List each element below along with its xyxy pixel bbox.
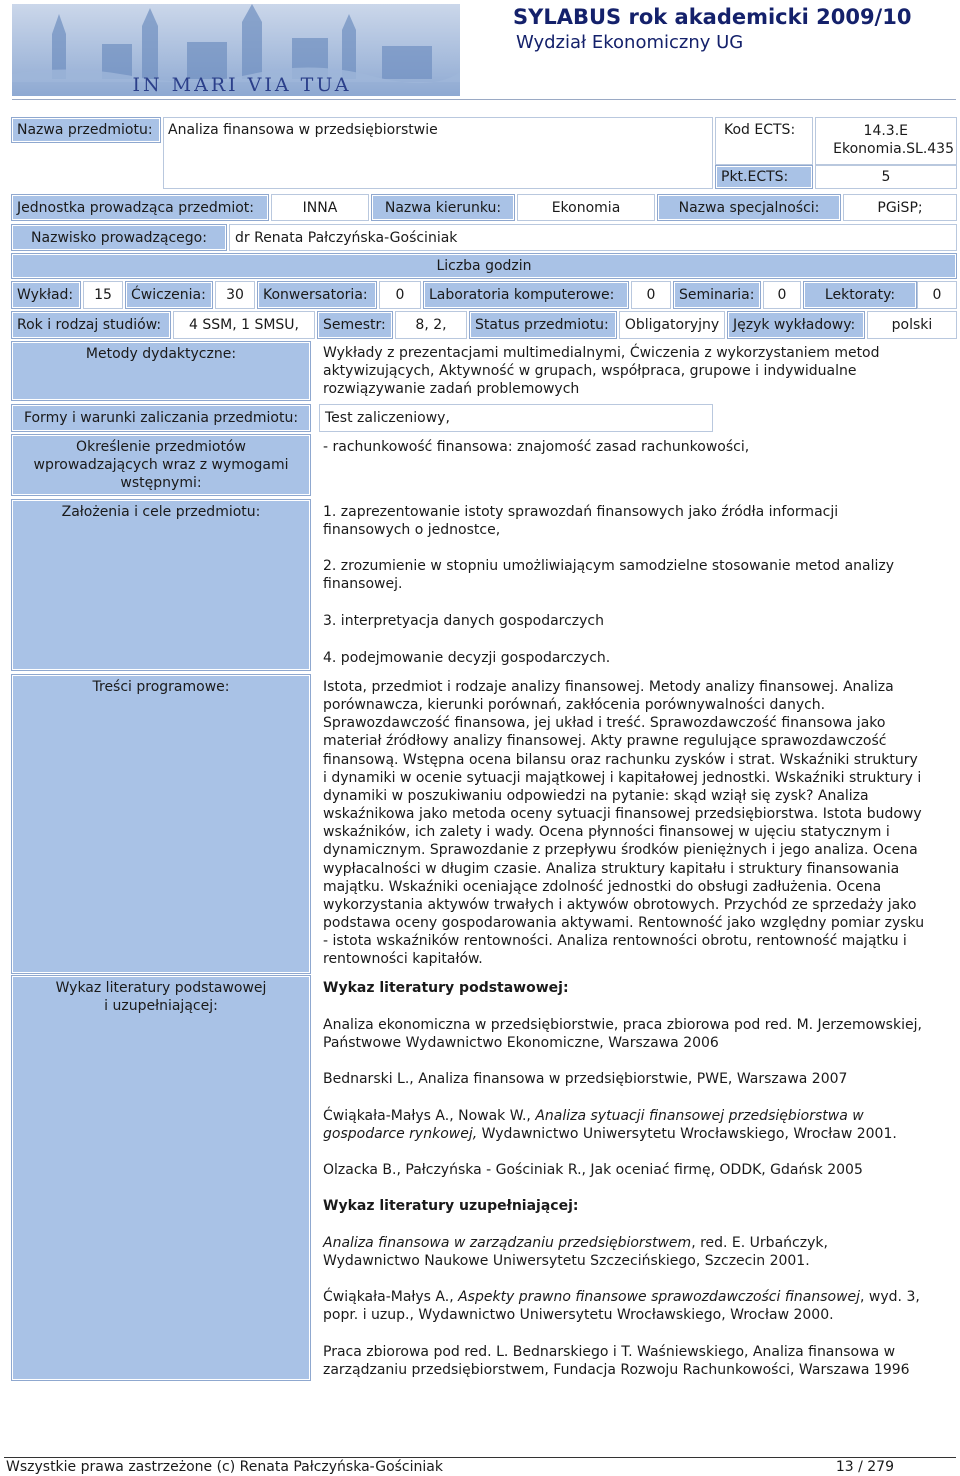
basic-literature-item: Olzacka B., Pałczyńska - Gościniak R., Jak oceniać firmę, ODDK, Gdańsk 2005 [323,1162,863,1178]
lab-hours-value: 0 [632,282,670,308]
basic-literature-heading: Wykaz literatury podstawowej: [323,980,569,996]
subject-name-label: Nazwa przedmiotu: [12,118,160,142]
content-line: dynamiki w poszukiwaniu odpowiedzi na pytanie: skąd wziął się zysk? Analiza [323,788,869,804]
ects-points-label: Pkt.ECTS: [716,166,812,188]
content-line: i dynamiki w ocenie sytuacji majątkowej i kapitałowej jednostki. Wskaźniki struktury i [323,770,922,786]
footer-page-number: 13 / 279 [835,1459,894,1475]
basic-literature-item: Bednarski L., Analiza finansowa w przedsiębiorstwie, PWE, Warszawa 2007 [323,1071,848,1087]
prerequisites-label-line: Określenie przedmiotów [76,439,246,455]
goals-label-box [12,500,310,670]
goals-line: 4. podejmowanie decyzji gospodarczych. [323,650,611,666]
language-value: polski [868,312,956,338]
content-line: wykorzystania aktywów trwałych i aktywów obrotowych. Przychód ze sprzedaży jako [323,897,917,913]
extra-literature-item: Analiza finansowa w zarządzaniu przedsiębiorstwem, red. E. Urbańczyk, [323,1235,828,1251]
seminar-hours-value: 0 [764,282,800,308]
assessment-label: Formy i warunki zaliczania przedmiotu: [12,405,310,431]
prerequisites-label-line: wprowadzających wraz z wymogami [33,457,289,473]
specialization-value: PGiSP; [844,195,956,220]
extra-literature-heading: Wykaz literatury uzupełniającej: [323,1198,579,1214]
logo-motto: IN MARI VIA TUA [132,74,352,96]
exercises-hours-value: 30 [216,282,254,308]
language-label: Język wykładowy: [728,312,864,338]
ects-code-value-line2: Ekonomia.SL.435 [833,141,954,157]
basic-literature-item: Analiza ekonomiczna w przedsiębiorstwie, praca zbiorowa pod red. M. Jerzemowskiej, [323,1017,922,1033]
basic-literature-item: gospodarce rynkowej, Wydawnictwo Uniwersytetu Wrocławskiego, Wrocław 2001. [323,1126,897,1142]
study-year-value: 4 SSM, 1 SMSU, [174,312,314,338]
literature-label-box [12,976,310,1380]
goals-label: Założenia i cele przedmiotu: [61,504,261,520]
specialization-label: Nazwa specjalności: [658,195,840,220]
extra-literature-item: popr. i uzup., Wydawnictwo Uniwersytetu Wrocławskiego, Wrocław 2000. [323,1307,834,1323]
lecture-hours-label: Wykład: [12,282,80,308]
methods-line: Wykłady z prezentacjami multimedialnymi, Ćwiczenia z wykorzystaniem metod [323,345,880,361]
lecture-hours-value: 15 [84,282,122,308]
field-value: Ekonomia [518,195,654,220]
conversatory-hours-value: 0 [380,282,420,308]
subject-name-value: Analiza finansowa w przedsiębiorstwie [168,122,438,138]
semester-label: Semestr: [318,312,392,338]
prerequisites-value: - rachunkowość finansowa: znajomość zasad rachunkowości, [323,439,750,455]
methods-line: rozwiązywanie zadań problemowych [323,381,580,397]
basic-literature-item: Państwowe Wydawnictwo Ekonomiczne, Warszawa 2006 [323,1035,719,1051]
unit-label: Jednostka prowadząca przedmiot: [12,195,268,220]
content-line: majątku. Wskaźniki oceniające zdolność jednostki do obsługi zadłużenia. Ocena [323,879,882,895]
university-logo [12,4,460,96]
seminar-hours-label: Seminaria: [674,282,760,308]
ects-code-value-line1: 14.3.E [863,123,908,139]
extra-literature-item: Praca zbiorowa pod red. L. Bednarskiego i T. Waśniewskiego, Analiza finansowa w [323,1344,896,1360]
hours-title: Liczba godzin [12,254,956,278]
content-line: - istota wskaźników rentowności. Analiza rentowności obrotu, rentowność majątku i [323,933,907,949]
extra-literature-item: zarządzaniu przedsiębiorstwem, Fundacja Rozwoju Rachunkowości, Warszawa 1996 [323,1362,910,1378]
goals-line: finansowej. [323,576,403,592]
lab-hours-label: Laboratoria komputerowe: [424,282,628,308]
content-line: wskaźników, ich zalety i wady. Ocena płynności finansowej w ujęciu statycznym i [323,824,890,840]
goals-line: 2. zrozumienie w stopniu umożliwiającym samodzielne stosowanie metod analizy [323,558,895,574]
prerequisites-label-line: wstępnymi: [120,475,202,491]
goals-line: finansowych o jednostce, [323,522,501,538]
literature-label-line1: Wykaz literatury podstawowej [55,980,267,996]
content-line: podstawa oceny gospodarowania aktywami. Rentowność jako względny pomiar zysku [323,915,925,931]
status-label: Status przedmiotu: [470,312,616,338]
literature-label-line2: i uzupełniającej: [104,998,218,1014]
content-line: wypłacalności w długim czasie. Analiza struktury kapitału i struktury finansowania [323,861,900,877]
unit-value: INNA [272,195,368,220]
extra-literature-item: Wydawnictwo Naukowe Uniwersytetu Szczecińskiego, Szczecin 2001. [323,1253,810,1269]
lectorate-hours-label: Lektoraty: [804,282,916,308]
page-title: SYLABUS rok akademicki 2009/10 [513,5,912,29]
content-label: Treści programowe: [92,679,230,695]
basic-literature-item: Ćwiąkała-Małys A., Nowak W., Analiza sytuacji finansowej przedsiębiorstwa w [323,1108,864,1124]
content-label-box [12,675,310,973]
header-divider [12,99,956,100]
extra-literature-item: Ćwiąkała-Małys A., Aspekty prawno finansowe sprawozdawczości finansowej, wyd. 3, [323,1289,920,1305]
content-line: Istota, przedmiot i rodzaje analizy finansowej. Metody analizy finansowej. Analiza [323,679,894,695]
ects-points-value: 5 [816,166,956,188]
content-line: materiał źródłowy analizy finansowej. Akty prawne regulujące sprawozdawczość [323,733,887,749]
content-line: finansową. Wstępna ocena bilansu oraz rachunku zysków i strat. Wskaźniki struktury [323,752,918,768]
goals-line: 1. zaprezentowanie istoty sprawozdań finansowych jako źródła informacji [323,504,839,520]
faculty-name: Wydział Ekonomiczny UG [516,32,744,53]
exercises-hours-label: Ćwiczenia: [126,282,212,308]
methods-label: Metody dydaktyczne: [85,346,237,362]
ects-code-label: Kod ECTS: [724,122,796,138]
field-label: Nazwa kierunku: [372,195,514,220]
methods-line: aktywizujących, Aktywność w grupach, współpraca, grupowe i indywidualne [323,363,857,379]
lecturer-value: dr Renata Pałczyńska-Gościniak [230,225,956,250]
goals-line: 3. interpretyacja danych gospodarczych [323,613,605,629]
content-line: dynamicznym. Sprawozdanie z przepływu środków pieniężnych i jego analiza. Ocena [323,842,918,858]
footer-copyright: Wszystkie prawa zastrzeżone (c) Renata Pałczyńska-Gościniak [6,1459,443,1475]
content-line: wskaźnikowa jako metoda oceny sytuacji finansowej przedsiębiorstwa. Istota budowy [323,806,922,822]
content-line: Sprawozdawczość finansowa, jej układ i treść. Sprawozdawczość finansowa jako [323,715,886,731]
study-year-label: Rok i rodzaj studiów: [12,312,170,338]
assessment-value: Test zaliczeniowy, [320,405,712,431]
status-value: Obligatoryjny [620,312,724,338]
content-line: rentowności kapitałów. [323,951,483,967]
lecturer-label: Nazwisko prowadzącego: [12,225,226,250]
lectorate-hours-value: 0 [918,282,956,308]
semester-value: 8, 2, [396,312,466,338]
content-line: porównawcza, kierunki porównań, zakłócenia porównywalności danych. [323,697,826,713]
conversatory-hours-label: Konwersatoria: [258,282,376,308]
